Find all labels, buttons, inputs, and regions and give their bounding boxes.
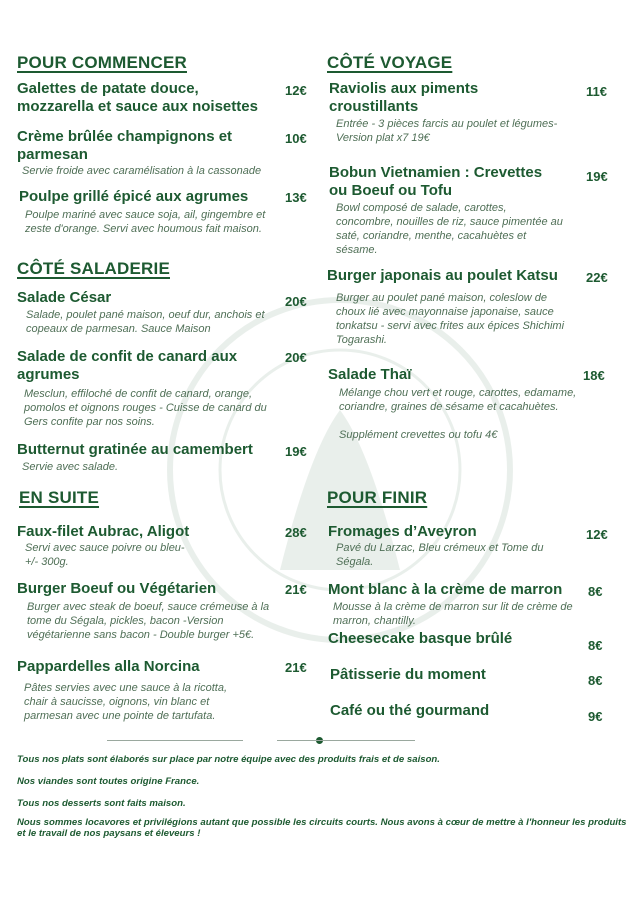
- item-name: Fromages d’Aveyron: [328, 523, 477, 540]
- item-price: 18€: [583, 368, 605, 383]
- item-name: Poulpe grillé épicé aux agrumes: [19, 188, 249, 205]
- item-price: 20€: [285, 350, 307, 365]
- divider-line-right: [277, 740, 415, 741]
- item-description: Bowl composé de salade, carottes, concombre, nouilles de riz, sauce pimentée au saté, coriandre, menthe, cacahuètes et sésame.: [336, 202, 563, 256]
- item-price: 28€: [285, 525, 307, 540]
- item-price: 8€: [588, 584, 603, 599]
- item-description: Burger avec steak de boeuf, sauce crémeuse à la tome du Ségala, pickles, bacon -Version végétarienne sans bacon - Double burger +5€.: [27, 601, 270, 641]
- item-description: Servie avec salade.: [22, 461, 118, 473]
- item-description: Mélange chou vert et rouge, carottes, edamame, coriandre, graines de sésame et cacahuètes.: [339, 387, 577, 413]
- item-description: Burger au poulet pané maison, coleslow de choux lié avec mayonnaise japonaise, sauce tonkatsu - servi avec frites aux épices Shichimi Togarashi.: [336, 292, 565, 346]
- item-name: Galettes de patate douce, mozzarella et sauce aux noisettes: [17, 80, 258, 115]
- item-price: 9€: [588, 709, 603, 724]
- item-price: 11€: [586, 84, 607, 99]
- footer-note: Tous nos desserts sont faits maison.: [17, 798, 186, 809]
- item-name: Café ou thé gourmand: [330, 702, 490, 719]
- item-price: 12€: [586, 527, 608, 542]
- item-price: 19€: [586, 169, 608, 184]
- footer-note: Nous sommes locavores et privilégions autant que possible les circuits courts. Nous avons à cœur de mettre à l'honneur les produits et le travail de nos paysans et éleveurs !: [17, 817, 627, 839]
- item-price: 20€: [285, 294, 307, 309]
- item-description: Mesclun, effiloché de confit de canard, orange, pomolos et oignons rouges - Cuisse de canard du Gers confite par nos soins.: [24, 388, 267, 428]
- section-title-salads: CÔTÉ SALADERIE: [17, 259, 170, 278]
- item-description: Mousse à la crème de marron sur lit de crème de marron, chantilly.: [333, 601, 573, 627]
- item-description: Servie froide avec caramélisation à la cassonade: [22, 165, 262, 177]
- item-price: 22€: [586, 270, 608, 285]
- section-title-mains: EN SUITE: [19, 488, 100, 507]
- item-price: 21€: [285, 660, 307, 675]
- item-name: Salade de confit de canard aux agrumes: [17, 348, 238, 383]
- item-price: 19€: [285, 444, 307, 459]
- item-description: Poulpe mariné avec sauce soja, ail, gingembre et zeste d'orange. Servi avec houmous fait maison.: [25, 209, 266, 235]
- item-name: Cheesecake basque brûlé: [328, 630, 513, 647]
- item-name: Burger japonais au poulet Katsu: [327, 267, 558, 284]
- item-description: Entrée - 3 pièces farcis au poulet et légumes- Version plat x7 19€: [336, 118, 558, 144]
- item-name: Raviolis aux piments croustillants: [329, 80, 479, 115]
- item-description: Servi avec sauce poivre ou bleu- +/- 300g.: [25, 542, 185, 568]
- item-price: 8€: [588, 638, 603, 653]
- item-name: Faux-filet Aubrac, Aligot: [17, 523, 190, 540]
- item-description: Pâtes servies avec une sauce à la ricotta, chair à saucisse, oignons, vin blanc et parmesan avec une pointe de tartufata.: [24, 682, 227, 722]
- item-name: Pappardelles alla Norcina: [17, 658, 200, 675]
- item-description: Pavé du Larzac, Bleu crémeux et Tome du Ségala.: [336, 542, 544, 568]
- footer-note: Nos viandes sont toutes origine France.: [17, 776, 200, 787]
- item-name: Salade César: [17, 289, 112, 306]
- item-name: Pâtisserie du moment: [330, 666, 486, 683]
- section-title-travel: CÔTÉ VOYAGE: [327, 53, 453, 72]
- item-price: 13€: [285, 190, 307, 205]
- item-price: 12€: [285, 83, 307, 98]
- section-title-desserts: POUR FINIR: [327, 488, 428, 507]
- footer-note: Tous nos plats sont élaborés sur place par notre équipe avec des produits frais et de saison.: [17, 754, 440, 765]
- item-price: 10€: [285, 131, 307, 146]
- item-name: Salade Thaï: [328, 366, 412, 383]
- item-description: Salade, poulet pané maison, oeuf dur, anchois et copeaux de parmesan. Sauce Maison: [26, 309, 265, 335]
- item-name: Crème brûlée champignons et parmesan: [17, 128, 233, 163]
- item-name: Bobun Vietnamien : Crevettes ou Boeuf ou Tofu: [329, 164, 543, 199]
- item-price: 8€: [588, 673, 603, 688]
- item-name: Mont blanc à la crème de marron: [328, 581, 563, 598]
- item-name: Butternut gratinée au camembert: [17, 441, 253, 458]
- item-name: Burger Boeuf ou Végétarien: [17, 580, 217, 597]
- item-supplement: Supplément crevettes ou tofu 4€: [339, 429, 498, 441]
- item-price: 21€: [285, 582, 307, 597]
- section-title-starters: POUR COMMENCER: [17, 53, 187, 72]
- divider-line-left: [107, 740, 243, 741]
